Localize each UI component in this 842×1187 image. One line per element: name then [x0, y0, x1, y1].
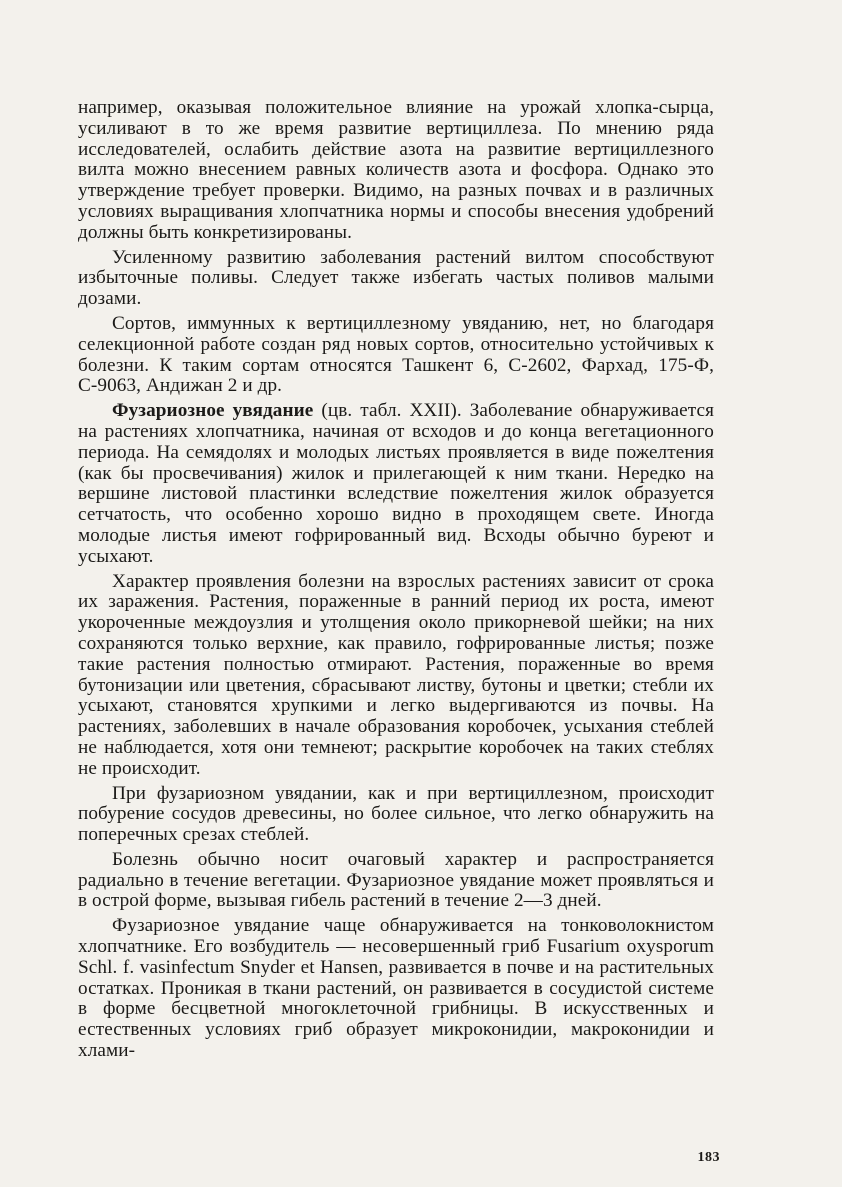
paragraph-6	[78, 784, 714, 846]
paragraph-7-text: Болезнь обычно носит очаговый характер и распространяется радиально в течение вегетации. Фузариозное увядание может проявляться и в острой форме, вызывая гибель растений в течение 2—3 дней.	[78, 848, 714, 912]
paragraph-3	[78, 314, 714, 397]
paragraph-5	[78, 572, 714, 780]
paragraph-4-text: (цв. табл. XXII). Заболевание обнаруживается на растениях хлопчатника, начиная от всходов и до конца вегетационного периода. На семядолях и молодых листьях проявляется в виде пожелтения (как бы просвечивания) жилок и прилегающей к ним ткани. Нередко на вершине листовой пластинки вследствие пожелтения жилок образуется сетчатость, что особенно хорошо видно в проходящем свете. Иногда молодые листья имеют гофрированный вид. Всходы обычно буреют и усыхают.	[78, 400, 714, 567]
paragraph-4	[78, 401, 714, 567]
paragraph-2-text: Усиленному развитию заболевания растений вилтом способствуют избыточные поливы. Следует также избегать частых поливов малыми дозами.	[78, 246, 714, 310]
section-heading-fusarium: Фузариозное увядание	[112, 400, 314, 422]
paragraph-8-text: Фузариозное увядание чаще обнаруживается на тонковолокнистом хлопчатнике. Его возбудитель — несовершенный гриб Fusarium oxysporum Schl. f. vasinfectum Snyder et Hansen, развивается в почве и на растительных остатках. Проникая в ткани растений, он развивается в сосудистой системе в форме бесцветной многоклеточной грибницы. В искусственных и естественных условиях гриб образует микроконидии, макроконидии и хлами-	[78, 915, 714, 1062]
paragraph-1-text: например, оказывая положительное влияние на урожай хлопка-сырца, усиливают в то же время развитие вертициллеза. По мнению ряда исследователей, ослабить действие азота на развитие вертициллезного вилта можно внесением равных количеств азота и фосфора. Однако это утверждение требует проверки. Видимо, на разных почвах и в различных условиях выращивания хлопчатника нормы и способы внесения удобрений должны быть конкретизированы.	[78, 97, 714, 243]
paragraph-2	[78, 248, 714, 310]
page-number: 183	[697, 1150, 720, 1165]
paragraph-3-text: Сортов, иммунных к вертициллезному увяданию, нет, но благодаря селекционной работе создан ряд новых сортов, относительно устойчивых к болезни. К таким сортам относятся Ташкент 6, С-2602, Фархад, 175-Ф, С-9063, Андижан 2 и др.	[78, 312, 714, 397]
paragraph-1	[78, 98, 714, 244]
paragraph-7	[78, 850, 714, 912]
page-body	[78, 98, 714, 1066]
paragraph-6-text: При фузариозном увядании, как и при вертициллезном, происходит побурение сосудов древесины, но более сильное, что легко обнаружить на поперечных срезах стеблей.	[78, 782, 714, 846]
paragraph-8	[78, 916, 714, 1062]
paragraph-5-text: Характер проявления болезни на взрослых растениях зависит от срока их заражения. Растения, пораженные в ранний период их роста, имеют укороченные междоузлия и утолщения около прикорневой шейки; на них сохраняются только верхние, как правило, гофрированные листья; позже такие растения полностью отмирают. Растения, пораженные во время бутонизации или цветения, сбрасывают листву, бутоны и цветки; стебли их усыхают, становятся хрупкими и легко выдергиваются из почвы. На растениях, заболевших в начале образования коробочек, усыхания стеблей не наблюдается, хотя они темнеют; раскрытие коробочек на таких стеблях не происходит.	[78, 570, 714, 779]
